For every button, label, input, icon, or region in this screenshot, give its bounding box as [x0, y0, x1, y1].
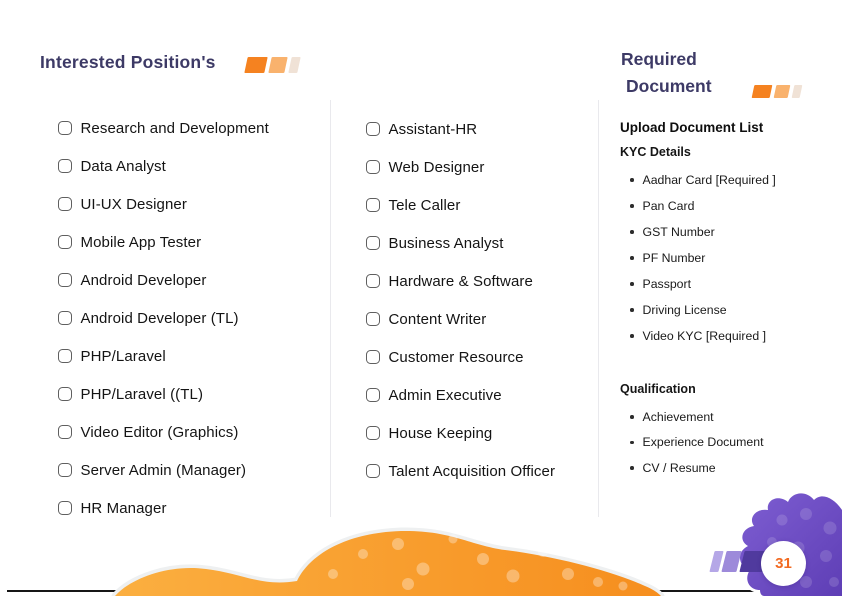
- checkbox-icon[interactable]: [366, 198, 380, 212]
- document-label: Driving License: [642, 303, 727, 317]
- position-label: Customer Resource: [388, 348, 524, 366]
- list-item: [630, 404, 763, 430]
- bullet-icon: [630, 466, 634, 470]
- list-item: [630, 219, 776, 245]
- position-option[interactable]: [366, 452, 555, 490]
- document-label: Video KYC [Required ]: [642, 329, 766, 343]
- document-label: Passport: [642, 277, 692, 291]
- list-item: [630, 271, 776, 297]
- page-number-badge: [761, 541, 806, 586]
- qualification-heading: Qualification: [620, 382, 696, 396]
- checkbox-icon[interactable]: [58, 501, 72, 515]
- position-label: Server Admin (Manager): [80, 461, 247, 479]
- checkbox-icon[interactable]: [366, 160, 380, 174]
- required-document-title-line1: Required: [621, 49, 697, 69]
- bullet-icon: [630, 334, 634, 338]
- position-label: Web Designer: [388, 158, 485, 176]
- checkbox-icon[interactable]: [58, 159, 72, 173]
- checkbox-icon[interactable]: [58, 463, 72, 477]
- document-label: Achievement: [642, 409, 714, 424]
- position-label: Android Developer (TL): [80, 309, 239, 327]
- position-label: UI-UX Designer: [80, 195, 187, 213]
- purple-accent-bars-icon: [712, 551, 767, 572]
- document-label: Experience Document: [642, 435, 764, 450]
- checkbox-icon[interactable]: [58, 235, 72, 249]
- bullet-icon: [630, 178, 634, 182]
- checkbox-icon[interactable]: [366, 426, 380, 440]
- accent-bar: [792, 85, 803, 98]
- checkbox-icon[interactable]: [58, 349, 72, 363]
- bullet-icon: [630, 415, 634, 419]
- position-label: Video Editor (Graphics): [80, 423, 239, 441]
- position-label: Mobile App Tester: [80, 233, 202, 251]
- position-option[interactable]: [58, 489, 269, 527]
- position-option[interactable]: [366, 300, 555, 338]
- position-option[interactable]: [58, 337, 269, 375]
- accent-bar: [752, 85, 773, 98]
- bullet-icon: [630, 256, 634, 260]
- list-item: [630, 245, 776, 271]
- position-option[interactable]: [366, 224, 555, 262]
- list-item: [630, 167, 776, 193]
- required-document-title-line2: Document: [626, 76, 712, 96]
- position-option[interactable]: [58, 223, 269, 261]
- checkbox-icon[interactable]: [58, 273, 72, 287]
- position-label: Data Analyst: [80, 157, 166, 175]
- position-option[interactable]: [366, 376, 555, 414]
- required-document-title: [621, 46, 712, 100]
- checkbox-icon[interactable]: [366, 388, 380, 402]
- document-label: Aadhar Card [Required ]: [642, 173, 776, 187]
- checkbox-icon[interactable]: [58, 121, 72, 135]
- accent-bar: [721, 551, 741, 572]
- list-item: [630, 323, 776, 349]
- document-label: Pan Card: [642, 199, 695, 213]
- interested-positions-title: Interested Position's: [40, 52, 216, 72]
- kyc-details-heading: KYC Details: [620, 145, 691, 159]
- position-label: PHP/Laravel ((TL): [80, 385, 204, 403]
- position-label: HR Manager: [80, 499, 167, 517]
- checkbox-icon[interactable]: [366, 236, 380, 250]
- accent-bar: [288, 57, 300, 73]
- qualification-document-list: [630, 404, 763, 481]
- position-label: Research and Development: [80, 119, 269, 137]
- bullet-icon: [630, 282, 634, 286]
- position-label: House Keeping: [388, 424, 493, 442]
- accent-bar: [268, 57, 287, 73]
- positions-column-2: [366, 110, 555, 490]
- position-label: Admin Executive: [388, 386, 502, 404]
- position-option[interactable]: [366, 414, 555, 452]
- checkbox-icon[interactable]: [58, 425, 72, 439]
- checkbox-icon[interactable]: [58, 311, 72, 325]
- list-item: [630, 193, 776, 219]
- list-item: [630, 430, 763, 456]
- position-option[interactable]: [58, 375, 269, 413]
- accent-bar: [774, 85, 791, 98]
- positions-column-1: [58, 109, 269, 527]
- position-option[interactable]: [58, 147, 269, 185]
- accent-bars-icon: [753, 85, 801, 98]
- accent-bar: [244, 57, 267, 73]
- position-option[interactable]: [58, 185, 269, 223]
- position-label: Talent Acquisition Officer: [388, 462, 556, 480]
- checkbox-icon[interactable]: [366, 350, 380, 364]
- position-option[interactable]: [366, 338, 555, 376]
- position-label: Android Developer: [80, 271, 207, 289]
- column-divider: [330, 100, 331, 517]
- position-label: Business Analyst: [388, 234, 504, 252]
- position-option[interactable]: [366, 110, 555, 148]
- position-option[interactable]: [58, 413, 269, 451]
- position-label: Content Writer: [388, 310, 487, 328]
- checkbox-icon[interactable]: [58, 387, 72, 401]
- position-option[interactable]: [58, 299, 269, 337]
- document-label: GST Number: [642, 225, 715, 239]
- list-item: [630, 297, 776, 323]
- position-label: Tele Caller: [388, 196, 461, 214]
- position-option[interactable]: [366, 186, 555, 224]
- checkbox-icon[interactable]: [58, 197, 72, 211]
- document-label: CV / Resume: [642, 460, 716, 475]
- checkbox-icon[interactable]: [366, 274, 380, 288]
- kyc-document-list: [630, 167, 776, 349]
- bullet-icon: [630, 230, 634, 234]
- document-label: PF Number: [642, 251, 706, 265]
- accent-bars-icon: [246, 57, 299, 73]
- position-label: Hardware & Software: [388, 272, 533, 290]
- checkbox-icon[interactable]: [366, 312, 380, 326]
- position-option[interactable]: [366, 148, 555, 186]
- bullet-icon: [630, 204, 634, 208]
- checkbox-icon[interactable]: [366, 122, 380, 136]
- position-option[interactable]: [58, 109, 269, 147]
- page-number: 31: [775, 555, 792, 572]
- position-label: PHP/Laravel: [80, 347, 166, 365]
- position-option[interactable]: [366, 262, 555, 300]
- list-item: [630, 455, 763, 481]
- bullet-icon: [630, 308, 634, 312]
- upload-document-list-heading: Upload Document List: [620, 120, 764, 135]
- position-label: Assistant-HR: [388, 120, 478, 138]
- position-option[interactable]: [58, 451, 269, 489]
- column-divider: [598, 100, 599, 517]
- checkbox-icon[interactable]: [366, 464, 380, 478]
- bullet-icon: [630, 441, 634, 445]
- position-option[interactable]: [58, 261, 269, 299]
- orange-wave-shape: [103, 524, 678, 596]
